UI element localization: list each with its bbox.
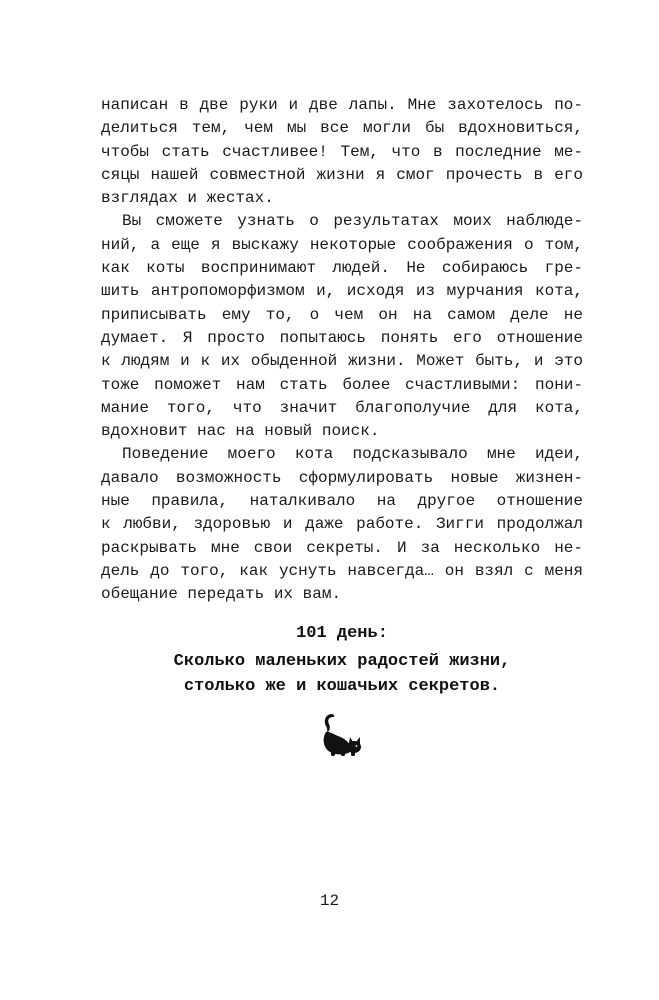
text-line: раскрывать мне свои секреты. И за несколько не- <box>101 538 583 557</box>
text-line: взглядах и жестах. <box>101 189 274 208</box>
text-line: приписывать ему то, о чем он на самом деле не <box>101 305 583 324</box>
text-line: чтобы стать счастливее! Тем, что в последние ме- <box>101 142 583 161</box>
text-line: ний, а еще я выскажу некоторые соображения о том, <box>101 235 583 254</box>
text-line: к людям и к их обыденной жизни. Может быть, и это <box>101 352 583 371</box>
text-line: написан в две руки и две лапы. Мне захотелось по- <box>101 96 583 114</box>
chapter-subtitle: Сколько маленьких радостей жизни, <box>173 652 511 671</box>
text-line: Поведение моего кота подсказывало мне идеи, <box>122 445 583 464</box>
text-line: шить антропоморфизмом и, исходя из мурчания кота, <box>101 282 583 301</box>
body-text <box>101 94 583 607</box>
text-line: как коты воспринимают людей. Не собираюсь гре- <box>101 259 583 278</box>
text-line: вдохновит нас на новый поиск. <box>101 422 380 441</box>
text-line: давало возможность сформулировать новые жизнен- <box>101 468 583 487</box>
text-line: думает. Я просто попытаюсь понять его отношение <box>101 328 583 347</box>
text-line: к любви, здоровью и даже работе. Зигги продолжал <box>101 515 583 534</box>
text-line: делиться тем, чем мы все могли бы вдохновиться, <box>101 119 583 138</box>
cat-icon <box>318 712 364 758</box>
chapter-subtitle: столько же и кошачьих секретов. <box>183 677 501 696</box>
text-line: Вы сможете узнать о результатах моих наблюде- <box>122 212 583 231</box>
text-line: сяцы нашей совместной жизни я смог прочесть в его <box>101 165 583 184</box>
text-line: тоже поможет нам стать более счастливыми: пони- <box>101 375 583 394</box>
text-line: дель до того, как уснуть навсегда… он взял с меня <box>101 561 583 580</box>
text-line: ные правила, наталкивало на другое отношение <box>101 492 583 511</box>
text-line: мание того, что значит благополучие для кота, <box>101 398 583 417</box>
chapter-title: 101 день: <box>296 624 388 643</box>
page-number: 12 <box>319 892 340 910</box>
text-line: обещание передать их вам. <box>101 585 342 604</box>
